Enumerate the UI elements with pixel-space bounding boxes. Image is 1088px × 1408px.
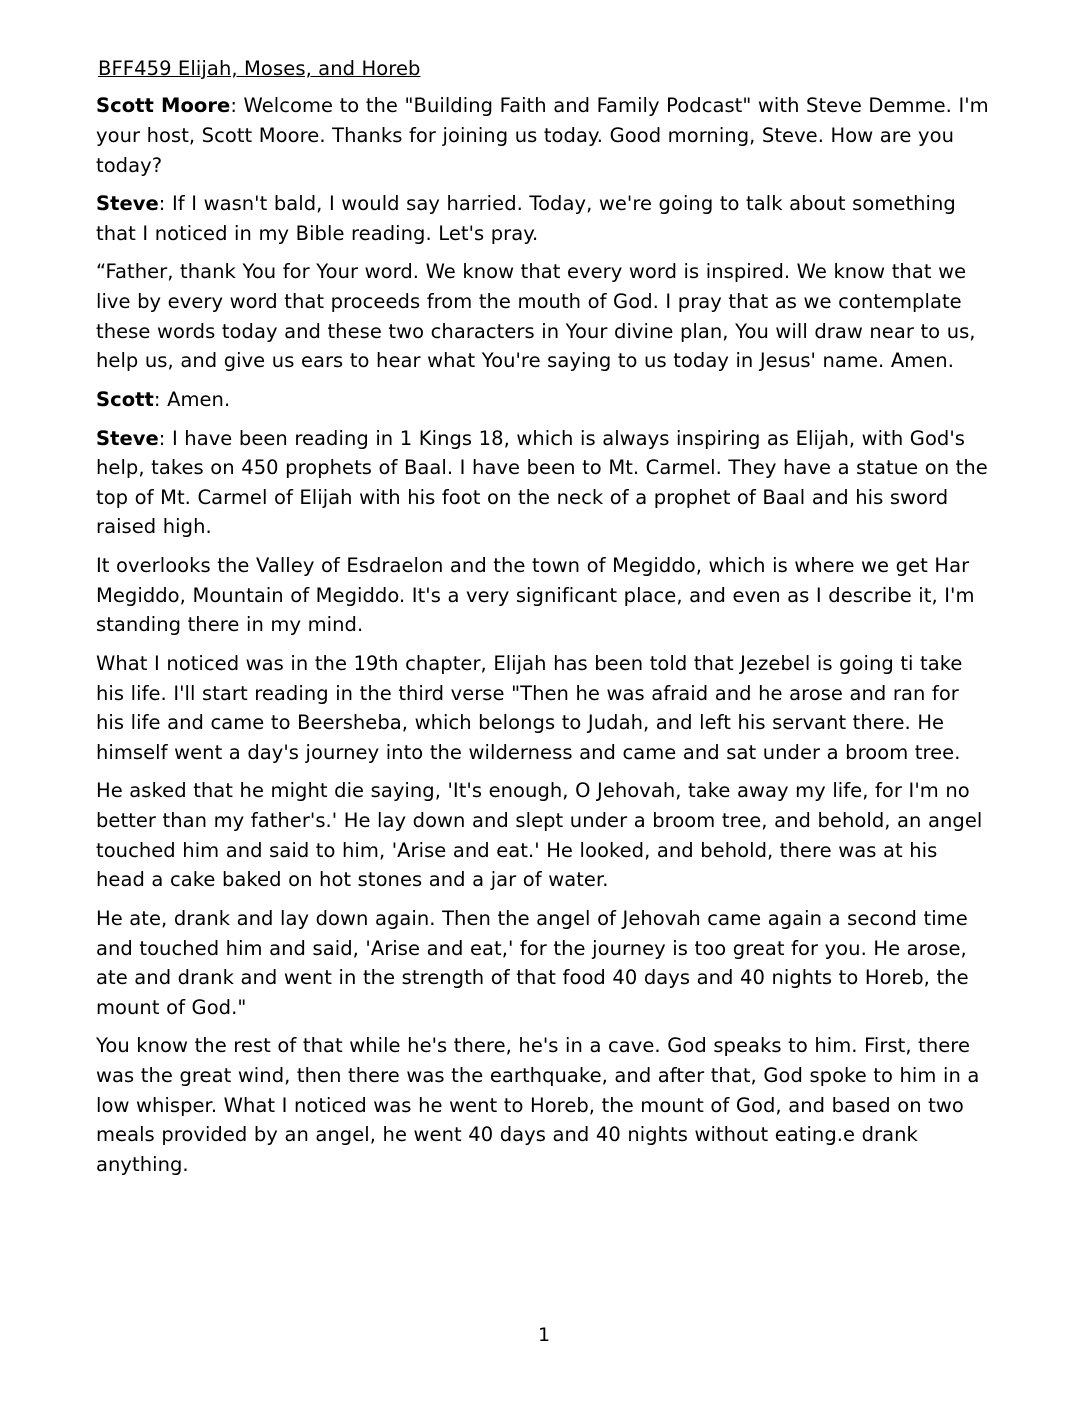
speaker-separator: : [158, 426, 172, 450]
paragraph [96, 189, 992, 248]
speaker-label: Scott Moore [96, 94, 231, 118]
paragraph [96, 424, 992, 543]
paragraph [96, 904, 992, 1023]
paragraph [96, 91, 992, 180]
speaker-label: Steve [96, 192, 159, 216]
paragraph-text: If I wasn't bald, I would say harried. Today, we're going to talk about something that I noticed in my Bible reading. Let's pray. [96, 192, 956, 245]
paragraph-text: Welcome to the "Building Faith and Family Podcast" with Steve Demme. I'm your host, Scott Moore. Thanks for joining us today. Good morning, Steve. How are you today? [96, 94, 989, 177]
paragraph-text: It overlooks the Valley of Esdraelon and the town of Megiddo, which is where we get Har Megiddo, Mountain of Megiddo. It's a very significant place, and even as I describe it, I'm standing there in my mind. [96, 554, 975, 637]
paragraph [96, 257, 992, 376]
paragraph [96, 1031, 992, 1179]
paragraph-text: What I noticed was in the 19th chapter, Elijah has been told that Jezebel is going ti take his life. I'll start reading in the third verse "Then he was afraid and he arose and ran for his life and came to Beersheba, which belongs to Judah, and left his servant there. He himself went a day's journey into the wilderness and came and sat under a broom tree. [96, 651, 963, 764]
speaker-separator: : [153, 387, 168, 411]
document-body [96, 91, 992, 1179]
paragraph-text: He ate, drank and lay down again. Then the angel of Jehovah came again a second time and touched him and said, 'Arise and eat,' for the journey is too great for you. He arose, ate and drank and went in the strength of that food 40 days and 40 nights to Horeb, the mount of God." [96, 906, 969, 1019]
paragraph [96, 649, 992, 768]
speaker-label: Steve [96, 426, 159, 450]
speaker-separator: : [158, 192, 172, 216]
page-title: BFF459 Elijah, Moses, and Horeb [98, 57, 421, 80]
speaker-label: Scott [96, 387, 154, 411]
paragraph [96, 776, 992, 895]
paragraph-text: Amen. [167, 387, 231, 411]
paragraph-text: You know the rest of that while he's there, he's in a cave. God speaks to him. First, there was the great wind, then there was the earthquake, and after that, God spoke to him in a low whisper. What I noticed was he went to Horeb, the mount of God, and based on two meals provided by an angel, he went 40 days and 40 nights without eating.e drank anything. [96, 1034, 980, 1176]
paragraph-text: “Father, thank You for Your word. We know that every word is inspired. We know that we live by every word that proceeds from the mouth of God. I pray that as we contemplate these words today and these two characters in Your divine plan, You will draw near to us, help us, and give us ears to hear what You're saying to us today in Jesus' name. Amen. [96, 260, 976, 373]
paragraph-text: He asked that he might die saying, 'It's enough, O Jehovah, take away my life, for I'm no better than my father's.' He lay down and slept under a broom tree, and behold, an angel touched him and said to him, 'Arise and eat.' He looked, and behold, there was at his head a cake baked on hot stones and a jar of water. [96, 779, 983, 892]
paragraph [96, 551, 992, 640]
paragraph-text: I have been reading in 1 Kings 18, which is always inspiring as Elijah, with God's help, takes on 450 prophets of Baal. I have been to Mt. Carmel. They have a statue on the top of Mt. Carmel of Elijah with his foot on the neck of a prophet of Baal and his sword raised high. [96, 426, 988, 539]
speaker-separator: : [230, 94, 244, 118]
page-number: 1 [537, 1324, 551, 1346]
paragraph [96, 385, 992, 415]
